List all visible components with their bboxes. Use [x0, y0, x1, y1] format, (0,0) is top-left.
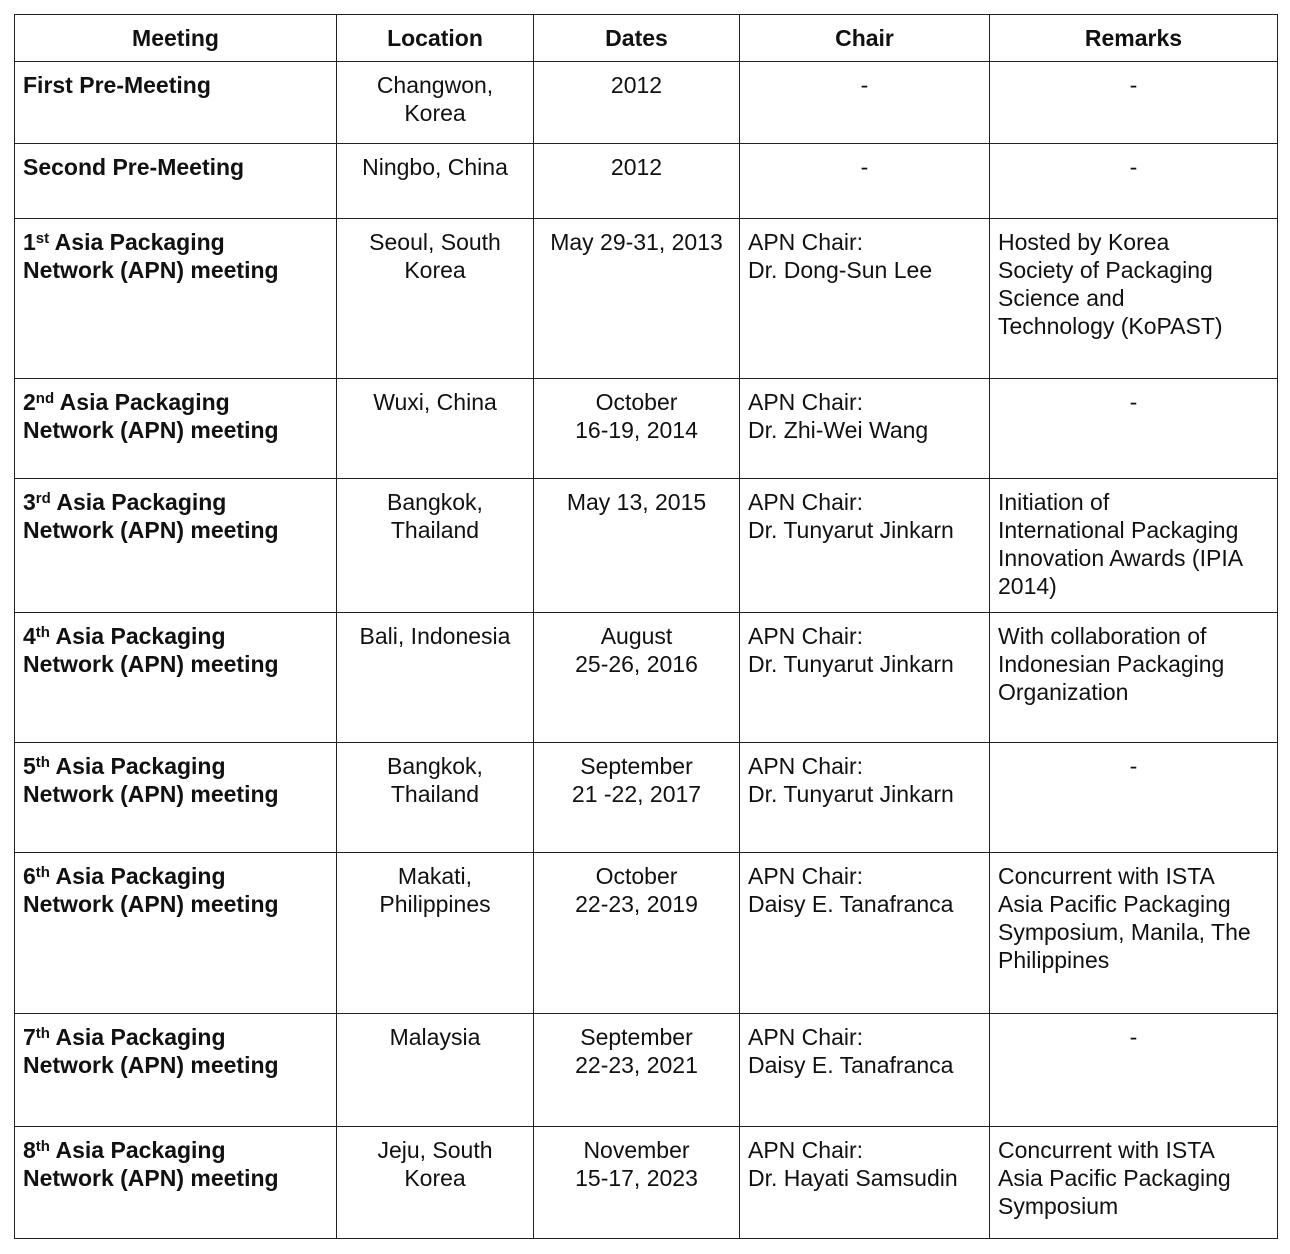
- meeting-cell: [15, 62, 337, 144]
- remarks-cell: [990, 853, 1278, 1014]
- location-text: Bali, Indonesia: [359, 623, 511, 649]
- dates-cell: [534, 613, 740, 743]
- table-row: [15, 62, 1278, 144]
- table-row: [15, 1014, 1278, 1127]
- meeting-name: Asia Packaging Network (APN) meeting: [23, 229, 279, 283]
- location-text: Ningbo, China: [362, 154, 508, 180]
- remarks-text: Concurrent with ISTA Asia Pacific Packaging Symposium: [998, 1137, 1231, 1219]
- meeting-ordinal-suffix: th: [35, 1025, 50, 1042]
- chair-text: APN Chair: Dr. Zhi-Wei Wang: [748, 389, 929, 443]
- table-row: [15, 379, 1278, 479]
- chair-text: APN Chair: Dr. Tunyarut Jinkarn: [748, 753, 954, 807]
- table-row: [15, 743, 1278, 853]
- location-cell: [337, 743, 534, 853]
- dates-cell: [534, 62, 740, 144]
- location-text: Malaysia: [389, 1024, 481, 1050]
- chair-text: APN Chair: Dr. Dong-Sun Lee: [748, 229, 933, 283]
- meeting-cell: [15, 144, 337, 219]
- chair-cell: [740, 743, 990, 853]
- location-cell: [337, 1127, 534, 1239]
- dates-text: 2012: [610, 154, 663, 180]
- dates-text: August 25-26, 2016: [575, 623, 698, 677]
- chair-cell: [740, 144, 990, 219]
- chair-cell: [740, 1014, 990, 1127]
- dates-cell: [534, 1014, 740, 1127]
- meeting-ordinal: 6: [23, 863, 36, 889]
- dates-cell: [534, 479, 740, 613]
- table-row: [15, 219, 1278, 379]
- header-row: [15, 15, 1278, 62]
- meeting-cell: [15, 479, 337, 613]
- meeting-ordinal: 8: [23, 1137, 36, 1163]
- chair-cell: [740, 613, 990, 743]
- meeting-ordinal-suffix: th: [35, 1138, 50, 1155]
- meetings-table: [14, 14, 1278, 1239]
- table-row: [15, 613, 1278, 743]
- chair-cell: [740, 1127, 990, 1239]
- table-row: [15, 853, 1278, 1014]
- dates-text: September 22-23, 2021: [575, 1024, 698, 1078]
- chair-cell: [740, 62, 990, 144]
- dates-text: 2012: [610, 72, 663, 98]
- remarks-text: -: [1129, 389, 1138, 415]
- remarks-cell: [990, 1127, 1278, 1239]
- location-cell: [337, 62, 534, 144]
- dates-text: October 16-19, 2014: [575, 389, 698, 443]
- meeting-ordinal: 7: [23, 1024, 36, 1050]
- remarks-text: Hosted by Korea Society of Packaging Science and Technology (KoPAST): [998, 229, 1223, 339]
- meeting-ordinal: 1: [23, 229, 36, 255]
- meeting-cell: [15, 743, 337, 853]
- remarks-cell: [990, 62, 1278, 144]
- meeting-ordinal: 4: [23, 623, 36, 649]
- location-cell: [337, 479, 534, 613]
- location-text: Changwon, Korea: [376, 72, 494, 126]
- dates-text: September 21 -22, 2017: [571, 753, 702, 807]
- dates-text: May 13, 2015: [566, 489, 707, 515]
- dates-text: May 29-31, 2013: [550, 229, 723, 255]
- meeting-name: Asia Packaging Network (APN) meeting: [23, 623, 279, 677]
- meeting-ordinal: 2: [23, 389, 36, 415]
- dates-cell: [534, 743, 740, 853]
- remarks-text: -: [1129, 753, 1138, 779]
- chair-cell: [740, 479, 990, 613]
- dates-cell: [534, 144, 740, 219]
- meeting-cell: [15, 1014, 337, 1127]
- meeting-name: Asia Packaging Network (APN) meeting: [23, 1024, 279, 1078]
- remarks-cell: [990, 219, 1278, 379]
- remarks-cell: [990, 1014, 1278, 1127]
- remarks-text: -: [1129, 72, 1138, 98]
- meeting-name: Asia Packaging Network (APN) meeting: [23, 753, 279, 807]
- meeting-cell: [15, 379, 337, 479]
- location-cell: [337, 219, 534, 379]
- meeting-ordinal-suffix: th: [35, 624, 50, 641]
- meeting-cell: [15, 219, 337, 379]
- chair-text: APN Chair: Daisy E. Tanafranca: [748, 863, 954, 917]
- meeting-cell: [15, 1127, 337, 1239]
- chair-text: APN Chair: Dr. Hayati Samsudin: [748, 1137, 958, 1191]
- chair-cell: [740, 219, 990, 379]
- chair-text: APN Chair: Dr. Tunyarut Jinkarn: [748, 623, 954, 677]
- location-cell: [337, 379, 534, 479]
- remarks-cell: [990, 144, 1278, 219]
- table-row: [15, 144, 1278, 219]
- meeting-ordinal-suffix: st: [35, 230, 50, 247]
- header-dates: Dates: [534, 15, 740, 62]
- remarks-cell: [990, 613, 1278, 743]
- remarks-cell: [990, 743, 1278, 853]
- meeting-ordinal-suffix: th: [35, 864, 50, 881]
- meeting-name: First Pre-Meeting: [23, 72, 211, 98]
- chair-text: APN Chair: Dr. Tunyarut Jinkarn: [748, 489, 954, 543]
- location-cell: [337, 853, 534, 1014]
- meeting-cell: [15, 613, 337, 743]
- dates-text: November 15-17, 2023: [575, 1137, 698, 1191]
- remarks-text: Initiation of International Packaging Innovation Awards (IPIA 2014): [998, 489, 1244, 599]
- remarks-text: With collaboration of Indonesian Packaging Organization: [998, 623, 1225, 705]
- dates-cell: [534, 379, 740, 479]
- meeting-name: Second Pre-Meeting: [23, 154, 245, 180]
- meeting-ordinal: 3: [23, 489, 36, 515]
- chair-text: -: [860, 154, 869, 180]
- table-row: [15, 1127, 1278, 1239]
- location-cell: [337, 144, 534, 219]
- meeting-name: Asia Packaging Network (APN) meeting: [23, 489, 279, 543]
- dates-cell: [534, 219, 740, 379]
- meeting-name: Asia Packaging Network (APN) meeting: [23, 1137, 279, 1191]
- meeting-ordinal-suffix: th: [35, 754, 50, 771]
- location-text: Seoul, South Korea: [369, 229, 501, 283]
- meeting-cell: [15, 853, 337, 1014]
- dates-cell: [534, 1127, 740, 1239]
- location-text: Wuxi, China: [373, 389, 497, 415]
- remarks-cell: [990, 479, 1278, 613]
- meeting-ordinal-suffix: nd: [35, 390, 55, 407]
- remarks-text: Concurrent with ISTA Asia Pacific Packaging Symposium, Manila, The Philippines: [998, 863, 1251, 973]
- location-text: Bangkok, Thailand: [387, 489, 483, 543]
- meeting-name: Asia Packaging Network (APN) meeting: [23, 863, 279, 917]
- header-meeting: Meeting: [15, 15, 337, 62]
- meeting-ordinal: 5: [23, 753, 36, 779]
- remarks-text: -: [1129, 154, 1138, 180]
- chair-cell: [740, 379, 990, 479]
- chair-cell: [740, 853, 990, 1014]
- chair-text: APN Chair: Daisy E. Tanafranca: [748, 1024, 954, 1078]
- remarks-cell: [990, 379, 1278, 479]
- table-row: [15, 479, 1278, 613]
- chair-text: -: [860, 72, 869, 98]
- meeting-name: Asia Packaging Network (APN) meeting: [23, 389, 279, 443]
- location-cell: [337, 613, 534, 743]
- location-cell: [337, 1014, 534, 1127]
- header-location: Location: [337, 15, 534, 62]
- remarks-text: -: [1129, 1024, 1138, 1050]
- dates-text: October 22-23, 2019: [575, 863, 698, 917]
- header-chair: Chair: [740, 15, 990, 62]
- dates-cell: [534, 853, 740, 1014]
- meeting-ordinal-suffix: rd: [35, 490, 51, 507]
- header-remarks: Remarks: [990, 15, 1278, 62]
- location-text: Makati, Philippines: [379, 863, 491, 917]
- location-text: Bangkok, Thailand: [387, 753, 483, 807]
- location-text: Jeju, South Korea: [377, 1137, 493, 1191]
